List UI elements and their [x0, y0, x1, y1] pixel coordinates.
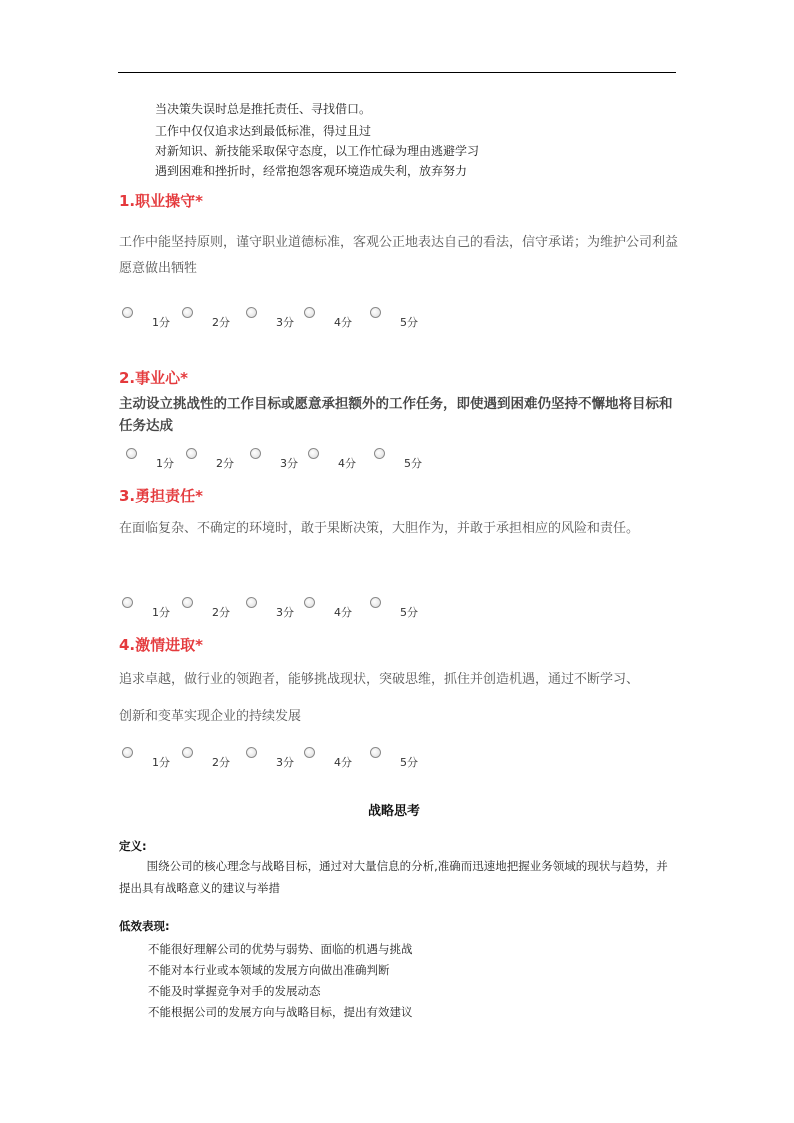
radio-icon[interactable] [304, 307, 315, 318]
radio-icon[interactable] [122, 597, 133, 608]
q4-option-4[interactable]: 4分 [304, 747, 364, 767]
top-divider [118, 72, 676, 73]
question-4-options [122, 747, 442, 767]
radio-icon[interactable] [122, 747, 133, 758]
radio-icon[interactable] [122, 307, 133, 318]
radio-icon[interactable] [246, 307, 257, 318]
definition-text: 围绕公司的核心理念与战略目标，通过对大量信息的分析,准确而迅速地把握业务领域的现状与趋势，并提出具有战略意义的建议与举措 [119, 859, 668, 895]
q3-option-1[interactable]: 1分 [122, 597, 182, 617]
section-title: 战略思考 [368, 804, 421, 819]
q2-option-3[interactable]: 3分 [250, 448, 310, 468]
radio-icon[interactable] [304, 747, 315, 758]
question-3-title: 3.勇担责任* [119, 487, 203, 505]
question-4-description-line-1: 追求卓越，做行业的领跑者，能够挑战现状，突破思维，抓住并创造机遇，通过不断学习、 [119, 672, 640, 687]
radio-icon[interactable] [246, 747, 257, 758]
q3-option-5[interactable]: 5分 [370, 597, 430, 617]
q1-option-2[interactable]: 2分 [182, 307, 242, 327]
q2-option-2[interactable]: 2分 [186, 448, 246, 468]
radio-icon[interactable] [250, 448, 261, 459]
question-2-description: 主动设立挑战性的工作目标或愿意承担额外的工作任务，即使遇到困难仍坚持不懈地将目标和任务达成 [119, 396, 673, 434]
radio-icon[interactable] [182, 307, 193, 318]
q1-option-3[interactable]: 3分 [246, 307, 306, 327]
radio-icon[interactable] [182, 597, 193, 608]
q3-option-4[interactable]: 4分 [304, 597, 364, 617]
question-1-title: 1.职业操守* [119, 192, 203, 210]
radio-icon[interactable] [370, 307, 381, 318]
q2-option-5[interactable]: 5分 [374, 448, 434, 468]
low-performance-item-2: 不能对本行业或本领域的发展方向做出准确判断 [148, 963, 390, 977]
q4-option-3[interactable]: 3分 [246, 747, 306, 767]
radio-icon[interactable] [304, 597, 315, 608]
question-4-description-line-2: 创新和变革实现企业的持续发展 [119, 709, 302, 724]
q4-option-1[interactable]: 1分 [122, 747, 182, 767]
radio-icon[interactable] [182, 747, 193, 758]
intro-line-3: 对新知识、新技能采取保守态度，以工作忙碌为理由逃避学习 [155, 144, 480, 158]
question-1-options [122, 307, 442, 327]
q3-option-2[interactable]: 2分 [182, 597, 242, 617]
radio-icon[interactable] [370, 597, 381, 608]
question-3-options [122, 597, 442, 617]
q1-option-5[interactable]: 5分 [370, 307, 430, 327]
q4-option-2[interactable]: 2分 [182, 747, 242, 767]
q1-option-1[interactable]: 1分 [122, 307, 182, 327]
q2-option-4[interactable]: 4分 [308, 448, 368, 468]
question-4-title: 4.激情进取* [119, 636, 203, 654]
q1-option-4[interactable]: 4分 [304, 307, 364, 327]
intro-line-1: 当决策失误时总是推托责任、寻找借口。 [155, 102, 372, 116]
q4-option-5[interactable]: 5分 [370, 747, 430, 767]
definition-label: 定义: [119, 839, 147, 853]
low-performance-item-1: 不能很好理解公司的优势与弱势、面临的机遇与挑战 [148, 942, 413, 956]
question-2-title: 2.事业心* [119, 369, 188, 387]
radio-icon[interactable] [126, 448, 137, 459]
low-performance-item-3: 不能及时掌握竞争对手的发展动态 [148, 984, 321, 998]
intro-line-2: 工作中仅仅追求达到最低标准，得过且过 [155, 124, 372, 138]
radio-icon[interactable] [246, 597, 257, 608]
radio-icon[interactable] [308, 448, 319, 459]
q3-option-3[interactable]: 3分 [246, 597, 306, 617]
radio-icon[interactable] [374, 448, 385, 459]
question-1-description: 工作中能坚持原则，谨守职业道德标准，客观公正地表达自己的看法，信守承诺；为维护公司利益愿意做出牺牲 [119, 235, 679, 276]
radio-icon[interactable] [186, 448, 197, 459]
question-2-options [126, 448, 446, 468]
q2-option-1[interactable]: 1分 [126, 448, 186, 468]
radio-icon[interactable] [370, 747, 381, 758]
low-performance-item-4: 不能根据公司的发展方向与战略目标，提出有效建议 [148, 1005, 413, 1019]
intro-line-4: 遇到困难和挫折时，经常抱怨客观环境造成失利，放弃努力 [155, 164, 468, 178]
low-performance-label: 低效表现: [119, 919, 170, 933]
question-3-description: 在面临复杂、不确定的环境时，敢于果断决策，大胆作为，并敢于承担相应的风险和责任。 [119, 521, 640, 536]
